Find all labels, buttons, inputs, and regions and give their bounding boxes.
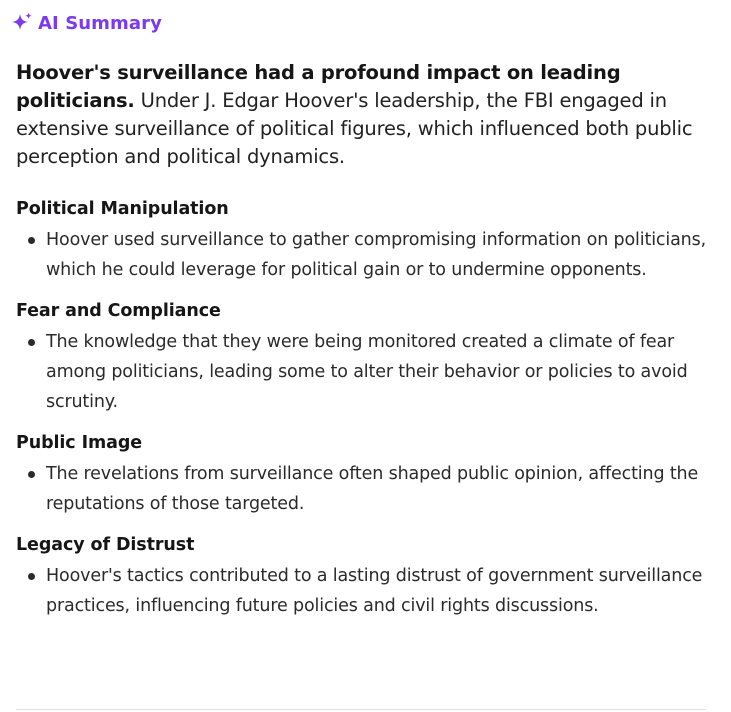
section-heading: Public Image bbox=[16, 433, 143, 453]
bullet-text: Hoover used surveillance to gather compromising information on politicians, which he could leverage for political gain or to undermine opponents. bbox=[46, 230, 706, 280]
ai-summary-title: AI Summary bbox=[38, 12, 162, 34]
bullet-text: The knowledge that they were being monitored created a climate of fear among politicians, leading some to alter their behavior or policies to avoid scrutiny. bbox=[46, 332, 688, 412]
bullet-text: The revelations from surveillance often shaped public opinion, affecting the reputations of those targeted. bbox=[46, 464, 699, 514]
list-item bbox=[16, 327, 721, 417]
list-item bbox=[16, 459, 721, 519]
bullet-list bbox=[16, 225, 721, 285]
summary-section bbox=[16, 299, 721, 417]
bullet-dot-icon bbox=[28, 471, 35, 478]
bullet-list bbox=[16, 459, 721, 519]
summary-body: Under J. Edgar Hoover's leadership, the FBI engaged in extensive surveillance of political figures, which influenced both public perception and political dynamics. bbox=[16, 89, 693, 168]
ai-summary-header bbox=[16, 9, 721, 37]
section-heading: Legacy of Distrust bbox=[16, 535, 195, 555]
summary-paragraph bbox=[16, 59, 721, 171]
list-item bbox=[16, 561, 721, 621]
section-heading: Political Manipulation bbox=[16, 199, 229, 219]
bullet-dot-icon bbox=[28, 237, 35, 244]
summary-section bbox=[16, 431, 721, 519]
sparkle-icon bbox=[10, 11, 34, 35]
bullet-text: Hoover's tactics contributed to a lasting distrust of government surveillance practices, influencing future policies and civil rights discussions. bbox=[46, 566, 703, 616]
section-heading: Fear and Compliance bbox=[16, 301, 221, 321]
summary-section bbox=[16, 533, 721, 621]
bullet-list bbox=[16, 561, 721, 621]
bullet-dot-icon bbox=[28, 573, 35, 580]
summary-sections bbox=[16, 197, 721, 621]
summary-section bbox=[16, 197, 721, 285]
bottom-divider bbox=[16, 709, 706, 710]
summary-lead: Hoover's surveillance had a profound impact on leading politicians. bbox=[16, 61, 621, 112]
list-item bbox=[16, 225, 721, 285]
bullet-list bbox=[16, 327, 721, 417]
bullet-dot-icon bbox=[28, 339, 35, 346]
ai-summary-panel bbox=[16, 9, 721, 621]
